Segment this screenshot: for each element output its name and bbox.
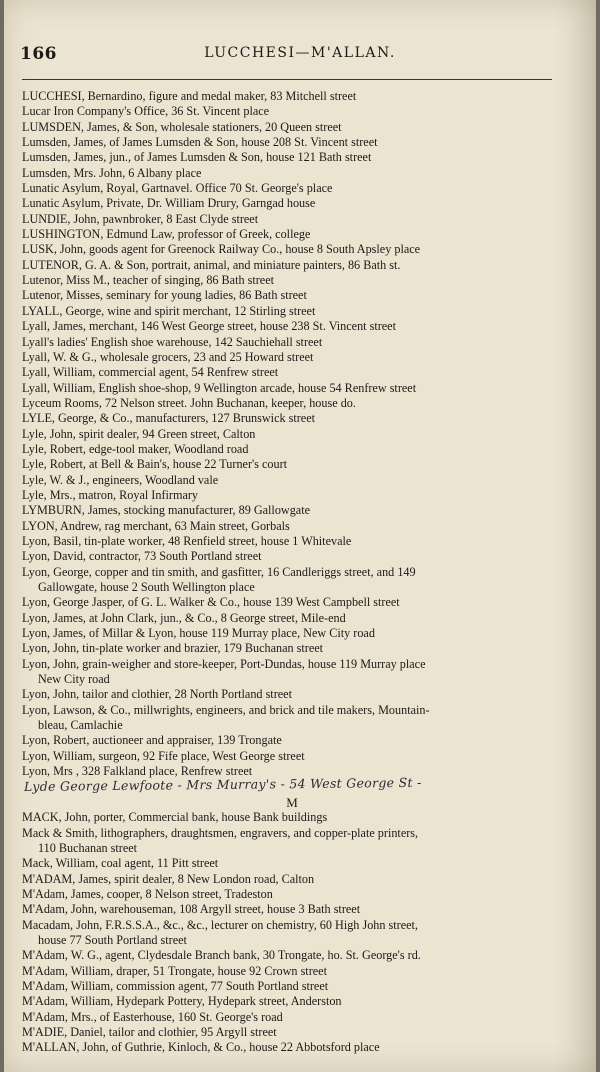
directory-entry bbox=[22, 196, 592, 211]
entry-text: M'ADIE, Daniel, tailor and clothier, 95 Argyll street bbox=[22, 1024, 277, 1039]
directory-entry bbox=[22, 657, 592, 688]
entry-text: LUMSDEN, James, & Son, wholesale stationers, 20 Queen street bbox=[22, 119, 342, 134]
entry-continuation: bleau, Camlachie bbox=[38, 718, 123, 733]
entry-text: LYMBURN, James, stocking manufacturer, 89 Gallowgate bbox=[22, 503, 311, 518]
entry-text: Macadam, John, F.R.S.S.A., &c., &c., lecturer on chemistry, 60 High John street, bbox=[22, 917, 418, 932]
directory-entry bbox=[22, 810, 592, 825]
entry-text: M'Adam, William, Hydepark Pottery, Hydepark street, Anderston bbox=[22, 994, 342, 1009]
directory-entry bbox=[22, 1010, 592, 1025]
directory-entry bbox=[22, 565, 592, 596]
entry-text: LUCCHESI, Bernardino, figure and medal maker, 83 Mitchell street bbox=[22, 89, 357, 103]
entries-l-section bbox=[22, 89, 592, 779]
directory-entry bbox=[22, 411, 592, 426]
entry-text: Lutenor, Misses, seminary for young ladies, 86 Bath street bbox=[22, 288, 307, 303]
entry-text: Lyon, James, at John Clark, jun., & Co., 8 George street, Mile-end bbox=[22, 610, 346, 625]
entry-text: Lyon, John, grain-weigher and store-keeper, Port-Dundas, house 119 Murray place bbox=[22, 656, 426, 671]
entry-text: MACK, John, porter, Commercial bank, house Bank buildings bbox=[22, 810, 328, 825]
entry-text: LYALL, George, wine and spirit merchant, 12 Stirling street bbox=[22, 303, 316, 318]
directory-entries bbox=[22, 89, 592, 1056]
section-letter: M bbox=[286, 794, 298, 810]
directory-entry bbox=[22, 595, 592, 610]
entry-text: Lyle, W. & J., engineers, Woodland vale bbox=[22, 472, 219, 487]
directory-entry bbox=[22, 733, 592, 748]
entry-text: Lyon, David, contractor, 73 South Portland street bbox=[22, 549, 262, 564]
entry-text: LUSHINGTON, Edmund Law, professor of Greek, college bbox=[22, 227, 311, 242]
entry-text: Lutenor, Miss M., teacher of singing, 86 Bath street bbox=[22, 273, 275, 288]
entry-text: Lunatic Asylum, Private, Dr. William Drury, Garngad house bbox=[22, 196, 316, 211]
directory-entry bbox=[22, 457, 592, 472]
entry-text: Lyle, Robert, at Bell & Bain's, house 22 Turner's court bbox=[22, 457, 288, 472]
entry-text: M'Adam, W. G., agent, Clydesdale Branch bank, 30 Trongate, ho. St. George's rd. bbox=[22, 948, 421, 963]
directory-entry bbox=[22, 273, 592, 288]
directory-entry bbox=[22, 427, 592, 442]
entry-text: M'Adam, William, commission agent, 77 South Portland street bbox=[22, 978, 329, 993]
entry-text: Lyon, William, surgeon, 92 Fife place, West George street bbox=[22, 748, 305, 763]
entry-text: LYLE, George, & Co., manufacturers, 127 Brunswick street bbox=[22, 411, 316, 426]
directory-entry bbox=[22, 1025, 592, 1040]
directory-entry bbox=[22, 135, 592, 150]
entry-text: Lyon, Mrs , 328 Falkland place, Renfrew street bbox=[22, 764, 253, 779]
page-number: 166 bbox=[20, 44, 57, 64]
directory-entry bbox=[22, 964, 592, 979]
directory-entry bbox=[22, 335, 592, 350]
directory-entry bbox=[22, 319, 592, 334]
entry-text: Lyall, James, merchant, 146 West George street, house 238 St. Vincent street bbox=[22, 319, 396, 334]
directory-entry bbox=[22, 150, 592, 165]
entry-text: Lucar Iron Company's Office, 36 St. Vincent place bbox=[22, 104, 270, 119]
directory-entry bbox=[22, 89, 592, 104]
entry-text: Lyon, George Jasper, of G. L. Walker & Co., house 139 West Campbell street bbox=[22, 595, 400, 610]
entry-text: Lyon, John, tailor and clothier, 28 North Portland street bbox=[22, 687, 292, 702]
entry-text: M'Adam, Mrs., of Easterhouse, 160 St. George's road bbox=[22, 1009, 283, 1024]
entry-text: Lyle, Mrs., matron, Royal Infirmary bbox=[22, 487, 199, 502]
entry-text: Lyall, W. & G., wholesale grocers, 23 and 25 Howard street bbox=[22, 349, 314, 364]
entry-text: Lyon, Lawson, & Co., millwrights, engineers, and brick and tile makers, Mountain- bbox=[22, 702, 430, 717]
entry-continuation: New City road bbox=[38, 672, 110, 687]
entry-text: Lunatic Asylum, Royal, Gartnavel. Office 70 St. George's place bbox=[22, 181, 333, 196]
directory-entry bbox=[22, 120, 592, 135]
directory-entry bbox=[22, 549, 592, 564]
entry-text: LUSK, John, goods agent for Greenock Railway Co., house 8 South Apsley place bbox=[22, 242, 421, 257]
directory-entry bbox=[22, 350, 592, 365]
directory-entry bbox=[22, 104, 592, 119]
directory-entry bbox=[22, 826, 592, 857]
directory-entry bbox=[22, 473, 592, 488]
entry-text: Lumsden, James, of James Lumsden & Son, house 208 St. Vincent street bbox=[22, 135, 378, 150]
entry-text: Lyall, William, English shoe-shop, 9 Wellington arcade, house 54 Renfrew street bbox=[22, 380, 417, 395]
directory-entry bbox=[22, 442, 592, 457]
entry-text: M'Adam, James, cooper, 8 Nelson street, Tradeston bbox=[22, 886, 273, 901]
entry-text: Lumsden, Mrs. John, 6 Albany place bbox=[22, 165, 202, 180]
directory-entry bbox=[22, 288, 592, 303]
running-head: LUCCHESI—M'ALLAN. bbox=[204, 45, 396, 61]
directory-entry bbox=[22, 381, 592, 396]
directory-entry bbox=[22, 258, 592, 273]
directory-entry bbox=[22, 304, 592, 319]
entry-text: Lyle, John, spirit dealer, 94 Green street, Calton bbox=[22, 426, 256, 441]
directory-entry bbox=[22, 1040, 592, 1055]
directory-entry bbox=[22, 365, 592, 380]
entry-text: LUNDIE, John, pawnbroker, 8 East Clyde street bbox=[22, 211, 259, 226]
directory-entry bbox=[22, 902, 592, 917]
entry-text: Lyon, Basil, tin-plate worker, 48 Renfield street, house 1 Whitevale bbox=[22, 533, 352, 548]
directory-entry bbox=[22, 994, 592, 1009]
directory-entry bbox=[22, 872, 592, 887]
entry-text: Lyon, James, of Millar & Lyon, house 119 Murray place, New City road bbox=[22, 626, 375, 641]
entry-continuation: Gallowgate, house 2 South Wellington place bbox=[38, 580, 255, 594]
directory-entry bbox=[22, 948, 592, 963]
entry-continuation: 110 Buchanan street bbox=[38, 840, 138, 855]
directory-entry bbox=[22, 641, 592, 656]
page-header bbox=[4, 44, 596, 68]
entry-text: Mack & Smith, lithographers, draughtsmen, engravers, and copper-plate printers, bbox=[22, 825, 419, 840]
directory-entry bbox=[22, 534, 592, 549]
directory-entry bbox=[22, 687, 592, 702]
page-edge-shading bbox=[556, 0, 596, 1072]
directory-entry bbox=[22, 703, 592, 734]
entry-text: M'ADAM, James, spirit dealer, 8 New London road, Calton bbox=[22, 871, 315, 886]
entry-text: LUTENOR, G. A. & Son, portrait, animal, and miniature painters, 86 Bath st. bbox=[22, 257, 401, 272]
entry-text: M'Adam, John, warehouseman, 108 Argyll street, house 3 Bath street bbox=[22, 902, 361, 917]
entries-m-section bbox=[22, 810, 592, 1056]
directory-entry bbox=[22, 166, 592, 181]
entry-text: Lumsden, James, jun., of James Lumsden & Son, house 121 Bath street bbox=[22, 150, 372, 165]
entry-text: Lyle, Robert, edge-tool maker, Woodland road bbox=[22, 441, 249, 456]
directory-page bbox=[4, 0, 596, 1072]
directory-entry bbox=[22, 979, 592, 994]
directory-entry bbox=[22, 181, 592, 196]
entry-text: LYON, Andrew, rag merchant, 63 Main street, Gorbals bbox=[22, 518, 290, 533]
directory-entry bbox=[22, 519, 592, 534]
directory-entry bbox=[22, 626, 592, 641]
entry-text: Lyon, John, tin-plate worker and brazier, 179 Buchanan street bbox=[22, 641, 324, 656]
directory-entry bbox=[22, 227, 592, 242]
directory-entry bbox=[22, 918, 592, 949]
entry-text: M'ALLAN, John, of Guthrie, Kinloch, & Co., house 22 Abbotsford place bbox=[22, 1040, 380, 1055]
entry-continuation: house 77 South Portland street bbox=[38, 932, 187, 947]
directory-entry bbox=[22, 396, 592, 411]
entry-text: Lyon, George, copper and tin smith, and gasfitter, 16 Candleriggs street, and 149 bbox=[22, 564, 416, 579]
directory-entry bbox=[22, 503, 592, 518]
entry-text: Mack, William, coal agent, 11 Pitt street bbox=[22, 856, 219, 871]
directory-entry bbox=[22, 887, 592, 902]
directory-entry bbox=[22, 856, 592, 871]
directory-entry bbox=[22, 611, 592, 626]
entry-text: M'Adam, William, draper, 51 Trongate, house 92 Crown street bbox=[22, 963, 327, 978]
handwritten-note: Lyde George Lewfoote - Mrs Murray's - 54 West George St - bbox=[23, 775, 422, 795]
entry-text: Lyall's ladies' English shoe warehouse, 142 Sauchiehall street bbox=[22, 334, 323, 349]
directory-entry bbox=[22, 749, 592, 764]
directory-entry bbox=[22, 212, 592, 227]
entry-text: Lyall, William, commercial agent, 54 Renfrew street bbox=[22, 365, 279, 380]
directory-entry bbox=[22, 488, 592, 503]
entry-text: Lyon, Robert, auctioneer and appraiser, 139 Trongate bbox=[22, 733, 282, 748]
header-rule bbox=[22, 79, 552, 80]
directory-entry bbox=[22, 242, 592, 257]
entry-text: Lyceum Rooms, 72 Nelson street. John Buchanan, keeper, house do. bbox=[22, 395, 356, 410]
